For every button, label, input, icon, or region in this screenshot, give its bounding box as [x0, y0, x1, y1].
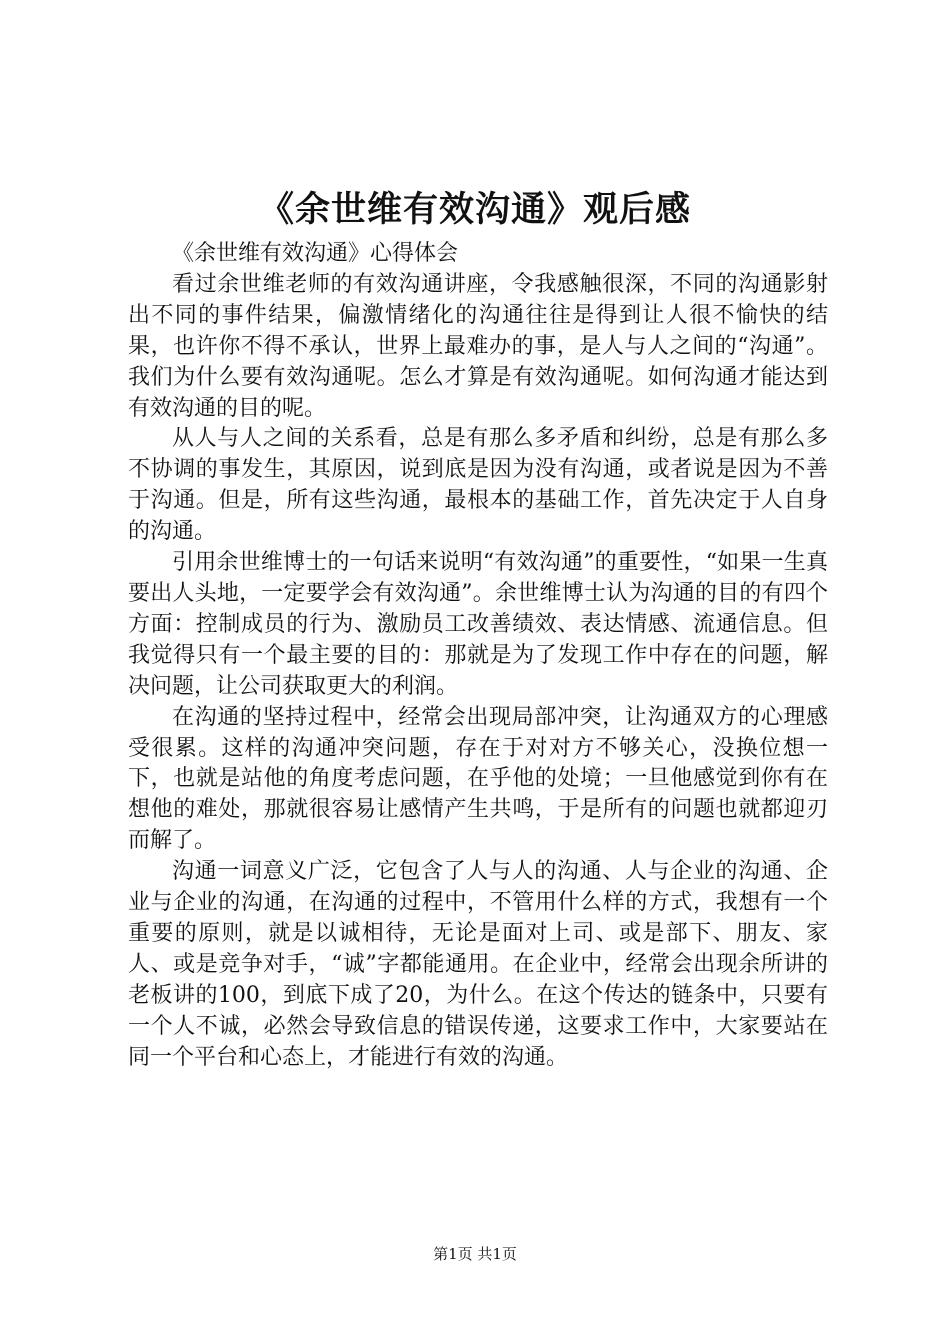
- document-title: 《余世维有效沟通》观后感: [258, 189, 691, 230]
- paragraph: 引用余世维博士的一句话来说明“有效沟通”的重要性，“如果一生真要出人头地，一定要学会有效沟通”。余世维博士认为沟通的目的有四个方面：控制成员的行为、激励员工改善绩效、表达情感、流通信息。但我觉得只有一个最主要的目的：那就是为了发现工作中存在的问题，解决问题，让公司获取更大的利润。: [128, 550, 828, 699]
- paragraph: 在沟通的坚持过程中，经常会出现局部冲突，让沟通双方的心理感受很累。这样的沟通冲突问题，存在于对对方不够关心，没换位想一下，也就是站他的角度考虑问题，在乎他的处境；一旦他感觉到你有在想他的难处，那就很容易让感情产生共鸣，于是所有的问题也就都迎刃而解了。: [128, 704, 828, 854]
- page-footer: 第1页 共1页: [433, 1245, 517, 1263]
- document-body: [128, 239, 828, 1073]
- document-subtitle: 《余世维有效沟通》心得体会: [172, 241, 459, 266]
- paragraph: 沟通一词意义广泛，它包含了人与人的沟通、人与企业的沟通、企业与企业的沟通，在沟通的过程中，不管用什么样的方式，我想有一个重要的原则，就是以诚相待，无论是面对上司、或是部下、朋友、家人、或是竞争对手，“诚”字都能通用。在企业中，经常会出现余所讲的老板讲的100，到底下成了20，为什么。在这个传达的链条中，只要有一个人不诚，必然会导致信息的错误传递，这要求工作中，大家要站在同一个平台和心态上，才能进行有效的沟通。: [128, 859, 828, 1070]
- paragraph: 看过余世维老师的有效沟通讲座，令我感触很深，不同的沟通影射出不同的事件结果，偏激情绪化的沟通往往是得到让人很不愉快的结果，也许你不得不承认，世界上最难办的事，是人与人之间的“沟通”。我们为什么要有效沟通呢。怎么才算是有效沟通呢。如何沟通才能达到有效沟通的目的呢。: [128, 271, 828, 421]
- paragraph: 从人与人之间的关系看，总是有那么多矛盾和纠纷，总是有那么多不协调的事发生，其原因，说到底是因为没有沟通，或者说是因为不善于沟通。但是，所有这些沟通，最根本的基础工作，首先决定于人自身的沟通。: [128, 426, 828, 545]
